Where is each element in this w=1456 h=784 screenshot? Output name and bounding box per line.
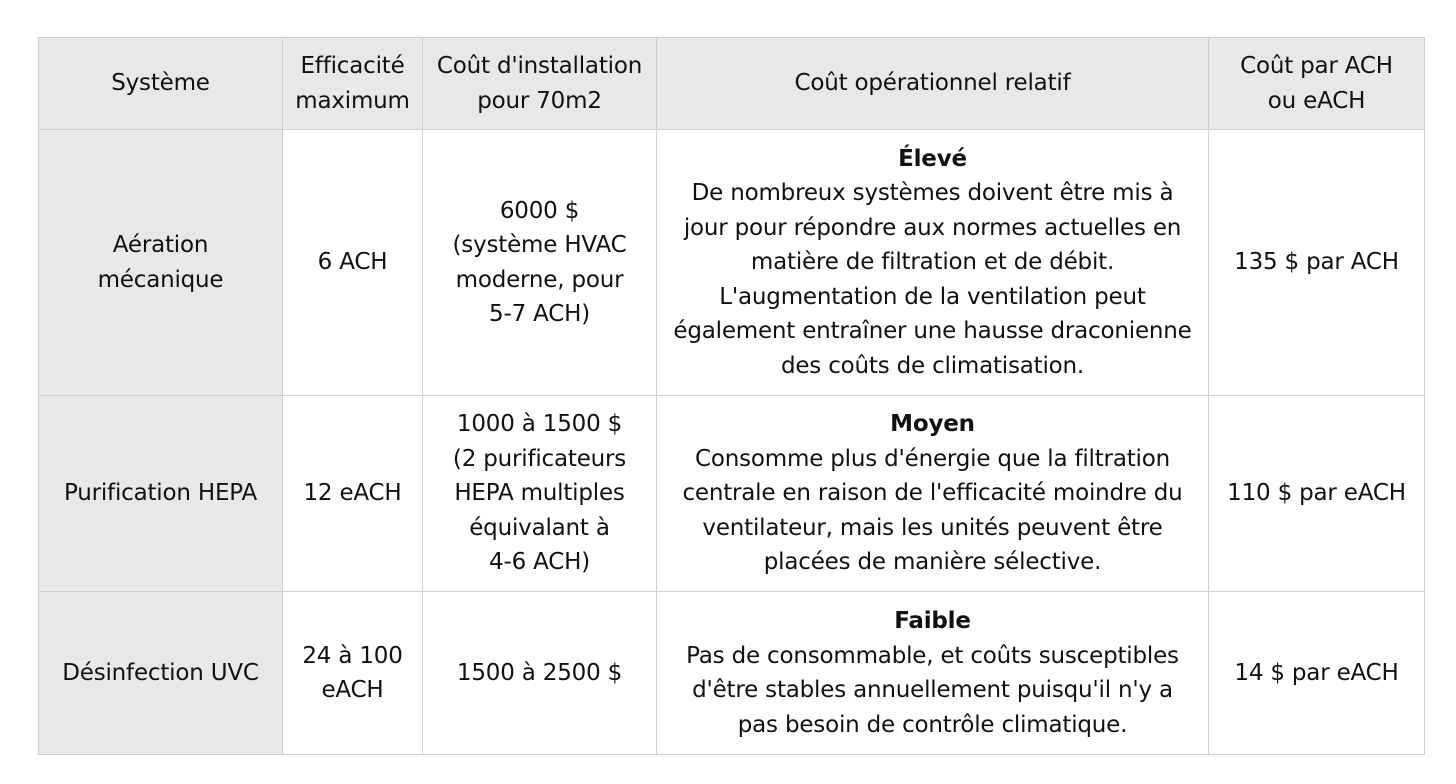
- efficiency-cell: 12 eACH: [283, 396, 423, 592]
- operational-description: Pas de consommable, et coûts susceptibles d'être stables annuellement puisqu'il n'y a pas besoin de contrôle climatique.: [686, 642, 1179, 738]
- operational-cost-cell: [657, 130, 1209, 396]
- operational-level: Moyen: [890, 411, 975, 438]
- header-cost-per-ach: Coût par ACH ou eACH: [1209, 38, 1425, 130]
- operational-cost-cell: [657, 592, 1209, 755]
- system-cell: Désinfection UVC: [39, 592, 283, 755]
- header-system: Système: [39, 38, 283, 130]
- operational-cost-cell: [657, 396, 1209, 592]
- operational-level: Faible: [894, 608, 971, 634]
- system-cell: Aération mécanique: [39, 130, 283, 396]
- table-header: [39, 38, 1425, 130]
- table-body: [39, 130, 1425, 755]
- efficiency-cell: 6 ACH: [283, 130, 423, 396]
- header-operational-cost: Coût opérationnel relatif: [657, 38, 1209, 130]
- operational-level: Élevé: [898, 145, 967, 172]
- operational-description: De nombreux systèmes doivent être mis à jour pour répondre aux normes actuelles en matière de filtration et de débit. L'augmentation de la ventilation peut également entraîner une hausse draconienne des coûts de climatisation.: [673, 180, 1192, 379]
- system-cell: Purification HEPA: [39, 396, 283, 592]
- cost-per-ach-cell: 135 $ par ACH: [1209, 130, 1425, 396]
- table-row: [39, 592, 1425, 755]
- comparison-table: [38, 37, 1425, 755]
- install-cost-cell: 1500 à 2500 $: [423, 592, 657, 755]
- install-cost-cell: 1000 à 1500 $ (2 purificateurs HEPA multiples équivalant à 4-6 ACH): [423, 396, 657, 592]
- cost-per-ach-cell: 14 $ par eACH: [1209, 592, 1425, 755]
- cost-per-ach-cell: 110 $ par eACH: [1209, 396, 1425, 592]
- operational-description: Consomme plus d'énergie que la filtration centrale en raison de l'efficacité moindre du ventilateur, mais les unités peuvent être placées de manière sélective.: [682, 445, 1183, 576]
- table-row: [39, 130, 1425, 396]
- efficiency-cell: 24 à 100 eACH: [283, 592, 423, 755]
- install-cost-cell: 6000 $ (système HVAC moderne, pour 5-7 ACH): [423, 130, 657, 396]
- header-row: [39, 38, 1425, 130]
- header-install-cost: Coût d'installation pour 70m2: [423, 38, 657, 130]
- header-efficiency: Efficacité maximum: [283, 38, 423, 130]
- table-row: [39, 396, 1425, 592]
